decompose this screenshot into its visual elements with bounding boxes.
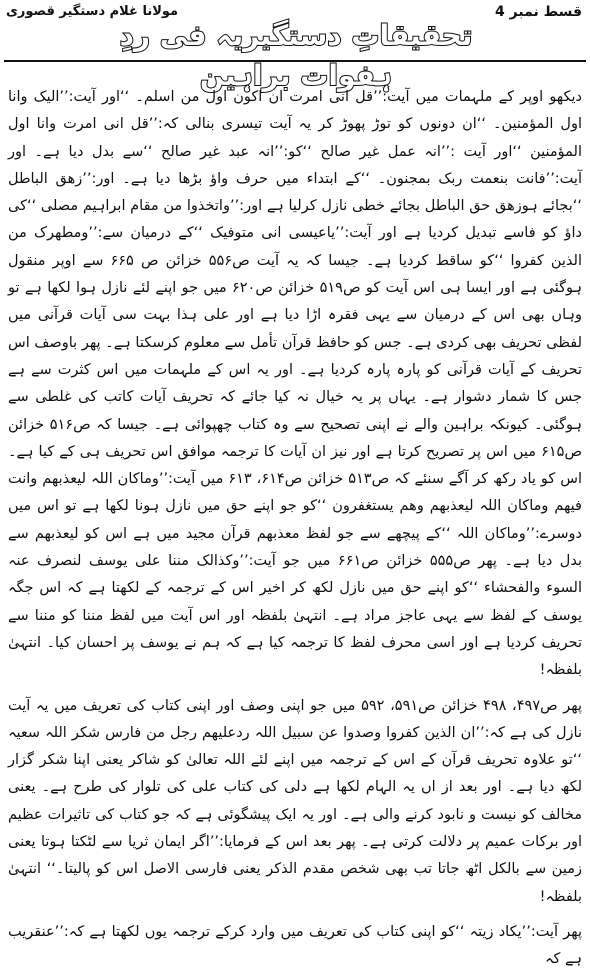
header bbox=[0, 0, 590, 92]
author-name: مولانا غلام دستگیر قصوری bbox=[6, 4, 179, 19]
header-rule bbox=[4, 60, 586, 62]
paragraph-gap bbox=[8, 911, 582, 919]
paragraph-1: دیکھو اوپر کے ملہمات میں آیت:’’قل انی امرت ان اکون اول من اسلم۔ ‘‘اور آیت:’’الیک وانا اول المؤمنین۔ ‘‘ان دونوں کو توڑ پھوڑ کر یہ آیت تیسری بنالی کہ:’’قل انی امرت وانا اول المؤمنین ‘‘اور آیت :’’انہ عمل غیر صالح ‘‘کو:’’انہ عبد غیر صالح ‘‘سے بدل دیا ہے۔ اور آیت:’’فانت بنعمت ربک بمجنون۔ ‘‘کے ابتداء میں حرف واؤ بڑھا دیا ہے۔ اور:’’زھق الباطل ‘‘بجائے ہوزھق حق الباطل بجائے خطی نازل کرلیا ہے اور:’’واتخذوا من مقام ابراہیم مصلی ‘‘کی داؤ کو فاسے تبدیل کردیا ہے اور آیت:’’یاعیسی انی متوفیک ‘‘کے درمیان سے:’’ومطھرک من الذین کفروا ‘‘کو ساقط کردیا ہے۔ جیسا کہ یہ آیت ص۵۵۶ خزائن ص ۶۶۵ سے اوپر منقول ہوگئی ہے اور ایسا ہی اس آیت کو ص۵۱۹ خزائن ص۶۲۰ میں جو اپنے لئے نازل ہوا لکھا ہے تو وہاں بھی اس کے درمیان سے یہی فقرہ اڑا دیا ہے اور علی ہذا بہت سی آیات قرآنی میں لفظی تحریف بھی کردی ہے۔ جس کو حافظ قرآن تأمل سے معلوم کرسکتا ہے۔ پھر باوصف اس تحریف کے آیات قرآنی کو پارہ پارہ کردیا ہے۔ اور یہ اس کے ملہمات میں اس کثرت سے ہے جس کا شمار دشوار ہے۔ یہاں پر یہ خیال نہ کیا جائے کہ تحریف آیات کاتب کی غلطی سے ہوگئی۔ کیونکہ براہین والے نے اپنی تصحیح سے وہ کتاب چھپوائی ہے۔ جیسا کہ ص۵۱۶ خزائن ص۶۱۵ میں اس پر تصریح کرتا ہے اور نیز ان آیات کا ترجمہ موافق اس تحریف ہی کے کیا ہے۔ اس کو یاد رکھ کر آگے سنئے کہ ص۵۱۳ خزائن ص۶۱۴، ۶۱۳ میں آیت:’’وماکان اللہ لیعذبھم وانت فیھم وماکان اللہ لیعذبھم وھم یستغفرون ‘‘کو جو اپنے حق میں نازل ہونا لکھا ہے تو اس میں دوسرے:’’وماکان اللہ ‘‘کے پیچھے سے جو لفظ معذبھم قرآن مجید میں ہے اس کو لیعذبھم سے بدل دیا ہے۔ پھر ص۵۵۵ خزائن ص۶۶۱ میں جو آیت:’’وکذالک مننا علی یوسف لنصرف عنہ السوء والفحشاء ‘‘کو اپنے حق میں نازل لکھ کر اخیر اس کے ترجمہ کے لکھتا ہے کہ اس جگہ یوسف کے لفظ سے یہی عاجز مراد ہے۔ انتہیٰ بلفظہ اور اس آیت میں لفظ مننا کو مننا سے تحریف کردیا ہے اور اسی محرف لفظ کا ترجمہ کیا ہے کہ ہم نے یوسف پر احسان کیا۔ انتہیٰ بلفظہ! bbox=[8, 89, 582, 679]
article-body bbox=[8, 84, 583, 968]
installment-number: قسط نمبر 4 bbox=[495, 4, 582, 20]
paragraph-2: پھر ص۴۹۷، ۴۹۸ خزائن ص۵۹۱، ۵۹۲ میں جو اپنی وصف اور اپنی کتاب کی تعریف میں یہ آیت نازل کی ہے کہ:’’ان الذین کفروا وصدوا عن سبیل اللہ ردعلیھم رجل من فارس شکر اللہ سعیہ ‘‘تو علاوہ تحریف قرآن کے اس کے ترجمہ میں اپنے لئے اللہ تعالیٰ کو شاکر یعنی اپنا شکر گزار لکھ دیا ہے۔ اور بعد از اں یہ الہام لکھا ہے دلی کی کتاب علی کی تلوار کی طرح ہے۔ یعنی مخالف کو نیست و نابود کرنے والی ہے۔ اور یہ ایک پیشگوئی ہے کہ جو کتاب کی تاثیرات عظیم اور برکات عمیم پر دلالت کرتی ہے۔ پھر بعد اس کے فرمایا:’’اگر ایمان ثریا سے لٹکتا ہوتا یعنی زمین سے بالکل اٹھ جاتا تب بھی شخص مقدم الذکر یعنی فارسی الاصل اس کو پالیتا۔‘‘ انتہیٰ بلفظہ! bbox=[8, 697, 583, 905]
paragraph-3: پھر آیت:’’یکاد زیتہ ‘‘کو اپنی کتاب کی تعریف میں وارد کرکے ترجمہ یوں لکھتا ہے کہ:’’عنقریب ہے کہ bbox=[8, 923, 582, 968]
paragraph-gap bbox=[8, 685, 582, 693]
series-title: تحقیقاتِ دستگیریہ فی ردِ ہفوات براہین bbox=[119, 19, 473, 92]
